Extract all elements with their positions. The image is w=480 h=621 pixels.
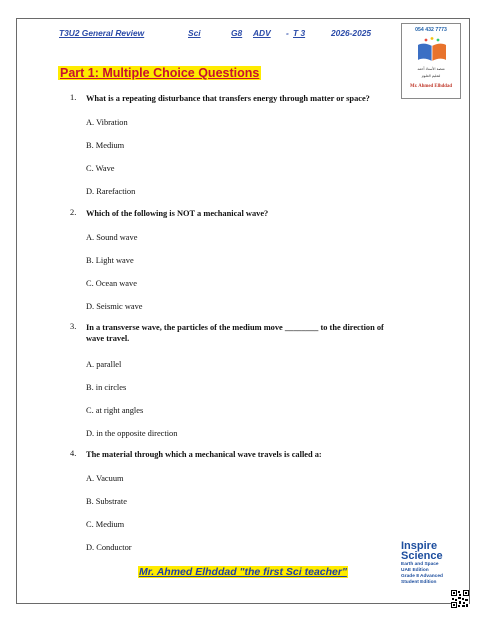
option: B. Medium [86,141,125,150]
open-book-icon [416,36,448,64]
teacher-logo [401,23,461,99]
header-level: ADV [253,28,271,38]
question-number: 4. [70,449,77,458]
question-text: The material through which a mechanical wave travels is called a: [86,450,322,459]
option: B. Substrate [86,497,127,506]
logo-arabic-2: لتعليم العلوم [421,74,441,78]
question-number: 2. [70,208,77,217]
header-year: 2026-2025 [331,28,372,38]
question-number: 3. [70,322,77,331]
inspire-sub-1: Earth and Space [401,562,439,567]
option: A. parallel [86,360,122,369]
option: D. Conductor [86,543,132,552]
logo-arabic-1: منصة الأستاذ أحمد [417,67,445,71]
inspire-sub-4: Student Edition [401,580,437,585]
section-title: Part 1: Multiple Choice Questions [60,66,260,80]
page-header [59,28,390,40]
option: A. Vibration [86,118,128,127]
option: C. Wave [86,164,115,173]
question-text: Which of the following is NOT a mechanical wave? [86,209,269,218]
qr-code-icon [451,590,469,608]
header-grade: G8 [231,28,243,38]
question-text: What is a repeating disturbance that transfers energy through matter or space? [86,94,370,103]
inspire-word: Inspire [401,540,438,552]
option: D. Rarefaction [86,187,136,196]
question-text-line1: In a transverse wave, the particles of the medium move ________ to the direction of [86,323,384,332]
option: D. Seismic wave [86,302,143,311]
inspire-science-logo [401,541,463,586]
option: B. in circles [86,383,127,392]
option: C. Ocean wave [86,279,137,288]
option: A. Vacuum [86,474,124,483]
page-border [16,18,470,604]
option: A. Sound wave [86,233,138,242]
question-number: 1. [70,93,77,102]
header-term: T 3 [293,28,306,38]
option: C. Medium [86,520,125,529]
inspire-sub-3: Grade 8 Advanced [401,574,443,579]
option: D. in the opposite direction [86,429,178,438]
header-dash: - [286,28,289,38]
option: B. Light wave [86,256,134,265]
logo-phone: 054 432 7773 [415,27,447,33]
option: C. at right angles [86,406,144,415]
header-subject: Sci [188,28,201,38]
header-title: T3U2 General Review [59,28,145,38]
inspire-sub-2: UAE Edition [401,568,429,573]
logo-teacher-name: Mr. Ahmed Elhddad [409,84,453,89]
footer-teacher-credit: Mr. Ahmed Elhddad "the first Sci teacher" [139,566,347,578]
science-word: Science [401,550,443,562]
question-text-line2: wave travel. [86,334,130,343]
